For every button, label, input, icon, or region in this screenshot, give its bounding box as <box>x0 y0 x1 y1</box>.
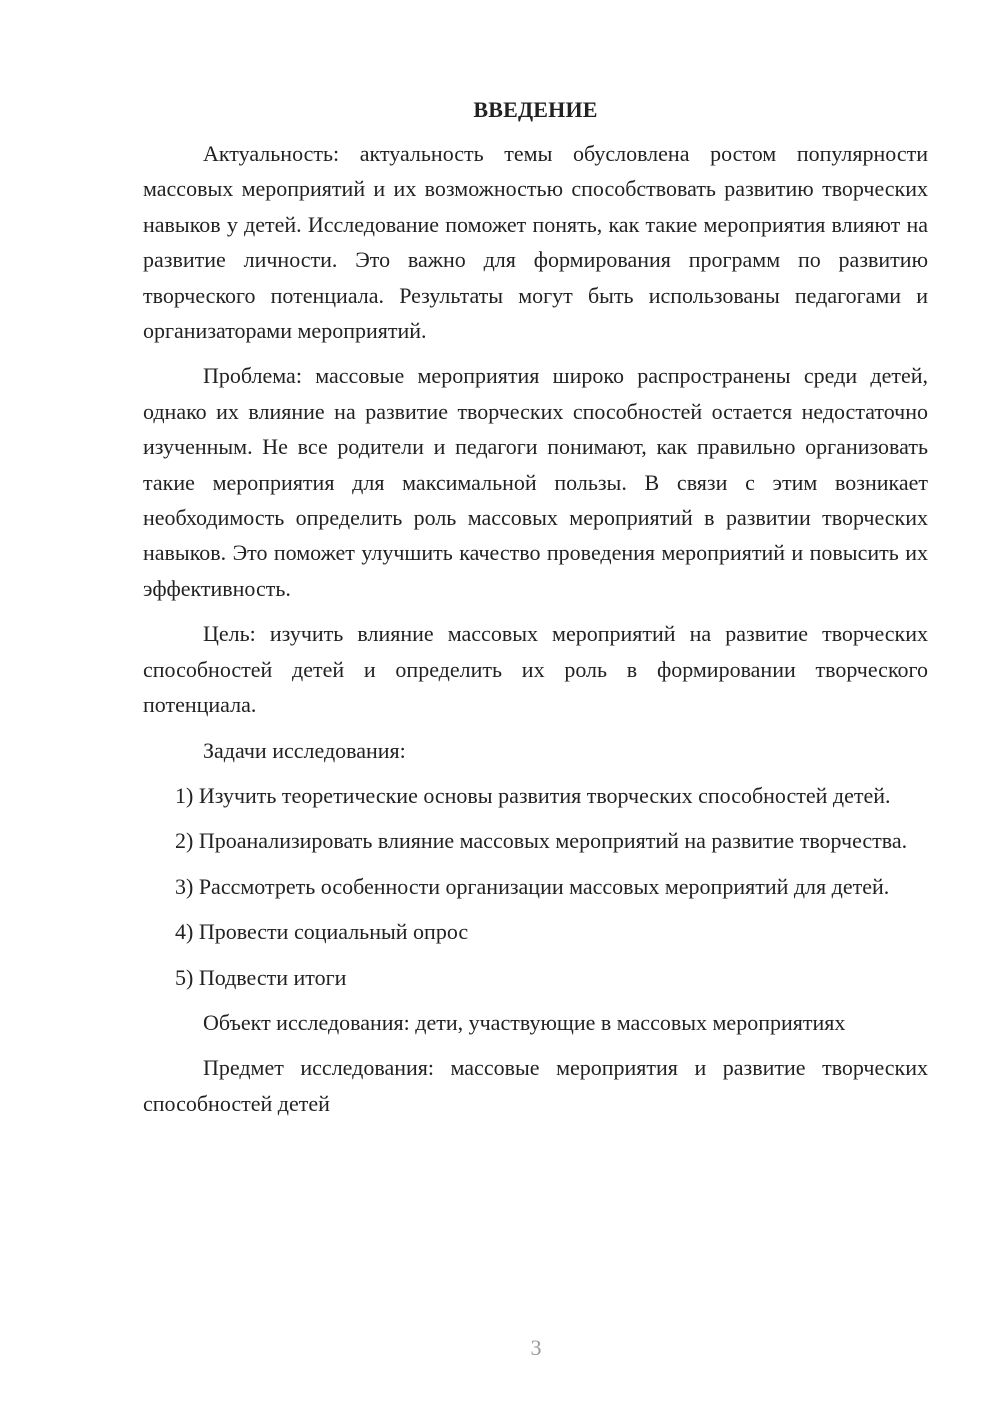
page-number: 3 <box>530 1335 542 1360</box>
task-item-2: 2) Проанализировать влияние массовых мероприятий на развитие творчества. <box>175 828 908 854</box>
subject-paragraph: Предмет исследования: массовые мероприятия и развитие творческих способностей детей <box>143 1055 928 1116</box>
section-title: ВВЕДЕНИЕ <box>473 97 598 122</box>
object-paragraph: Объект исследования: дети, участвующие в массовых мероприятиях <box>203 1009 846 1035</box>
task-item-3: 3) Рассмотреть особенности организации массовых мероприятий для детей. <box>175 873 890 899</box>
task-item-4: 4) Провести социальный опрос <box>175 919 469 945</box>
page-content <box>143 94 928 1131</box>
tasks-heading: Задачи исследования: <box>203 737 406 763</box>
goal-paragraph: Цель: изучить влияние массовых мероприятий на развитие творческих способностей детей и определить их роль в формировании творческого потенциала. <box>143 621 928 718</box>
task-item-5: 5) Подвести итоги <box>175 964 347 990</box>
problem-paragraph: Проблема: массовые мероприятия широко распространены среди детей, однако их влияние на развитие творческих способностей остается недостаточно изученным. Не все родители и педагоги понимают, как правильно организовать такие мероприятия для максимальной пользы. В связи с этим возникает необходимость определить роль массовых мероприятий в развитии творческих навыков. Это поможет улучшить качество проведения мероприятий и повысить их эффективность. <box>143 363 928 601</box>
task-item-1: 1) Изучить теоретические основы развития творческих способностей детей. <box>175 782 891 808</box>
relevance-paragraph: Актуальность: актуальность темы обусловлена ростом популярности массовых мероприятий и их возможностью способствовать развитию творческих навыков у детей. Исследование поможет понять, как такие мероприятия влияют на развитие личности. Это важно для формирования программ по развитию творческого потенциала. Результаты могут быть использованы педагогами и организаторами мероприятий. <box>143 141 928 344</box>
